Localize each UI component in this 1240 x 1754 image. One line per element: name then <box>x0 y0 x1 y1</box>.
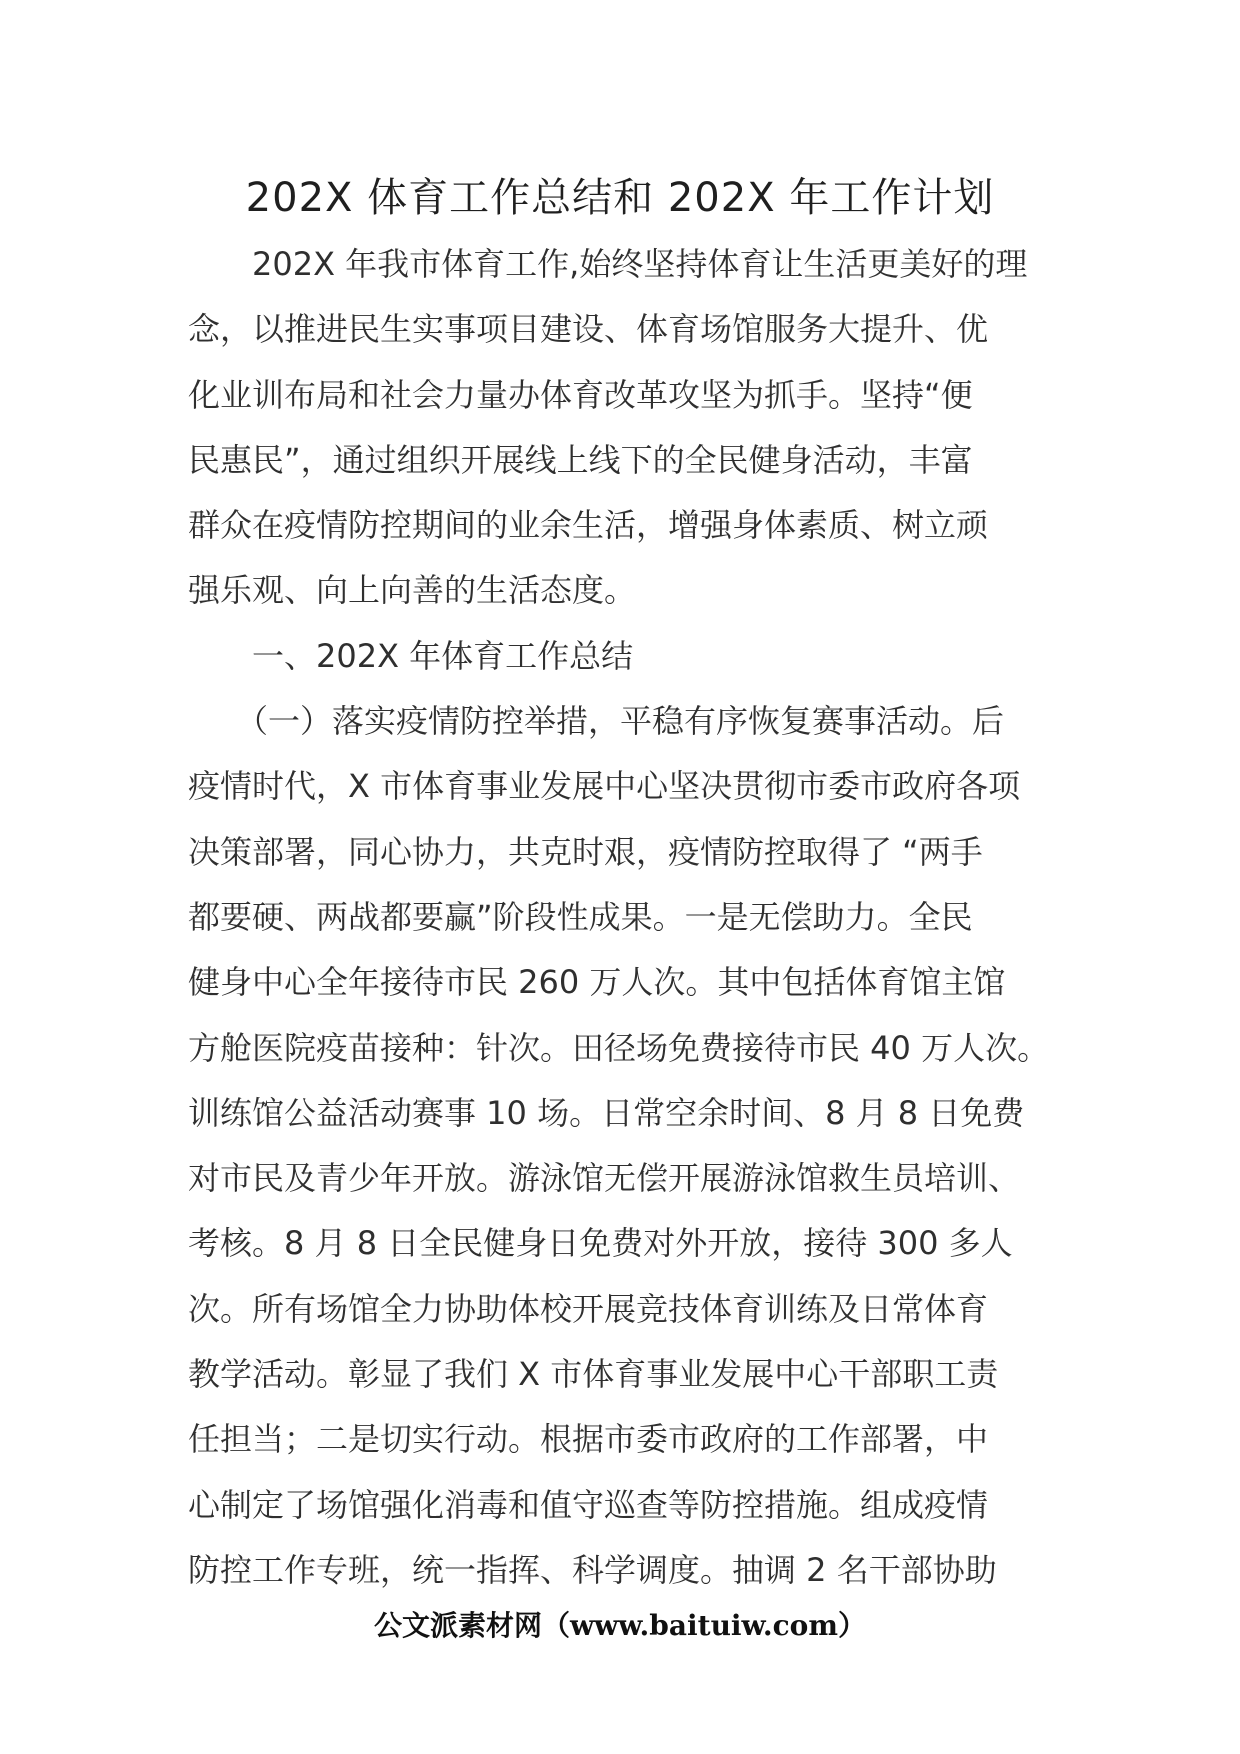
document-title: 202X 体育工作总结和 202X 年工作计划 <box>245 175 995 221</box>
body-line: 训练馆公益活动赛事 10 场。日常空余时间、8 月 8 日免费 <box>188 1093 1025 1132</box>
body-line: 次。所有场馆全力协助体校开展竞技体育训练及日常体育 <box>188 1289 989 1328</box>
body-line: 202X 年我市体育工作,始终坚持体育让生活更美好的理 <box>188 245 1028 283</box>
body-line: 民惠民”，通过组织开展线上线下的全民健身活动，丰富 <box>188 440 973 479</box>
body-line: 健身中心全年接待市民 260 万人次。其中包括体育馆主馆 <box>188 963 1006 1002</box>
body-line: 群众在疫情防控期间的业余生活，增强身体素质、树立顽 <box>188 506 989 545</box>
document-body <box>188 232 1068 1603</box>
section-heading: 一、202X 年体育工作总结 <box>188 636 634 675</box>
footer-source-text: 公文派素材网（www.baituiw.com） <box>374 1609 866 1642</box>
body-line: 决策部署，同心协力，共克时艰，疫情防控取得了 “两手 <box>188 832 983 871</box>
body-line: 化业训布局和社会力量办体育改革攻坚为抓手。坚持“便 <box>188 375 973 414</box>
body-line: 念，以推进民生实事项目建设、体育场馆服务大提升、优 <box>188 310 989 349</box>
body-line: 强乐观、向上向善的生活态度。 <box>188 571 637 610</box>
body-line: 对市民及青少年开放。游泳馆无偿开展游泳馆救生员培训、 <box>188 1159 1021 1198</box>
body-line: 疫情时代，X 市体育事业发展中心坚决贯彻市委市政府各项 <box>188 767 1021 806</box>
body-line: 防控工作专班，统一指挥、科学调度。抽调 2 名干部协助 <box>188 1550 997 1589</box>
body-line: 都要硬、两战都要赢”阶段性成果。一是无偿助力。全民 <box>188 897 973 936</box>
body-line: 考核。8 月 8 日全民健身日免费对外开放，接待 300 多人 <box>188 1224 1013 1263</box>
body-line: 心制定了场馆强化消毒和值守巡查等防控措施。组成疫情 <box>188 1485 989 1524</box>
body-line: 方舱医院疫苗接种：针次。田径场免费接待市民 40 万人次。 <box>188 1028 1050 1067</box>
body-line: （一）落实疫情防控举措，平稳有序恢复赛事活动。后 <box>188 702 1005 741</box>
body-line: 任担当；二是切实行动。根据市委市政府的工作部署，中 <box>188 1420 989 1459</box>
body-line: 教学活动。彰显了我们 X 市体育事业发展中心干部职工责 <box>188 1355 999 1394</box>
